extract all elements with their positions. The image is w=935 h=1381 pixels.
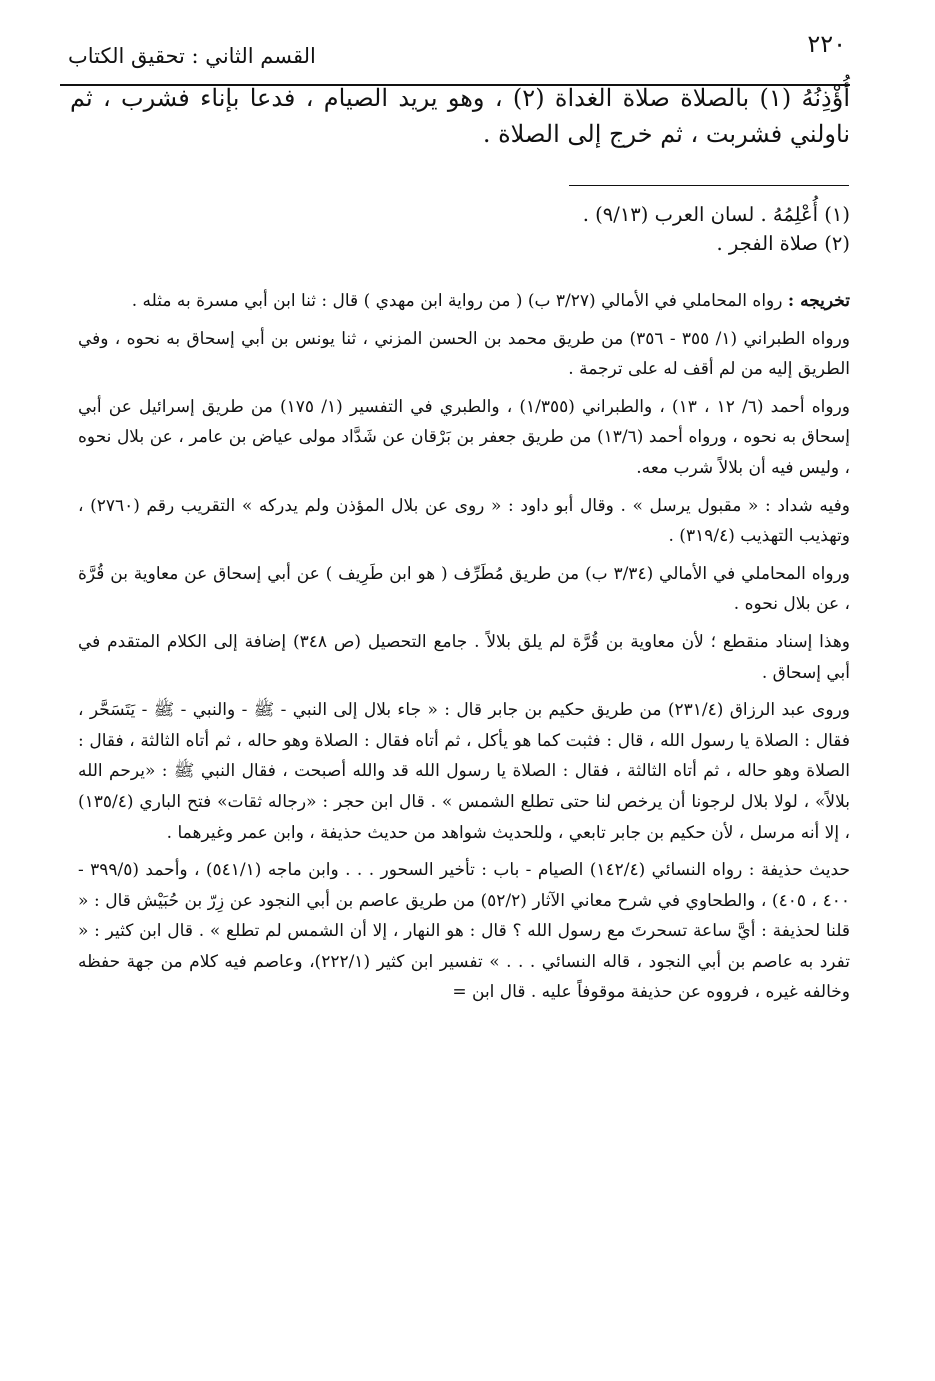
takhrij-paragraph: وهذا إسناد منقطع ؛ لأن معاوية بن قُرَّة لم يلق بلالاً . جامع التحصيل (ص ٣٤٨) إضافة إلى الكلام المتقدم في أبي إسحاق . bbox=[78, 631, 850, 683]
page-header bbox=[60, 30, 850, 86]
takhrij-paragraph: حديث حذيفة : رواه النسائي (١٤٢/٤) الصيام - باب : تأخير السحور . . . وابن ماجه (٥٤١/١) ، وأحمد (٣٩٩/٥ - ٤٠٠ ، ٤٠٥) ، والطحاوي في شرح معاني الآثار (٥٢/٢) من طريق عاصم بن أبي النجود عن زِرّ بن حُبَيْش قال : « قلنا لحذيفة : أيَّ ساعة تسحرتَ مع رسول الله ؟ قال : هو النهار ، إلا أن الشمس لم تطلع » . قال ابن كثير : « تفرد به عاصم بن أبي النجود ، قاله النسائي . . . » تفسير ابن كثير (٢٢٢/١)، وعاصم فيه كلام من جهة حفظه وخالفه غيره ، فرووه عن حذيفة موقوفاً عليه . قال ابن = bbox=[78, 860, 851, 1003]
main-text-block bbox=[70, 80, 850, 152]
takhrij-paragraph: وروى عبد الرزاق (٢٣١/٤) من طريق حكيم بن جابر قال : « جاء بلال إلى النبي - ﷺ - والنبي - ﷺ - يَتَسَحَّر ، فقال : الصلاة يا رسول الله ، قال : فثبت كما هو يأكل ، ثم أتاه فقال : الصلاة وهو حاله ، ثم أتاه الثالثة ، فقال : الصلاة وهو حاله ، ثم أتاه الثالثة ، فقال : الصلاة يا رسول الله قد والله أصبحت ، فقال النبي ﷺ : «يرحم الله بلالاً» ، لولا بلال لرجونا أن يرخص لنا حتى تطلع الشمس » . قال ابن حجر : «رجاله ثقات» فتح الباري (١٣٥/٤) ، إلا أنه مرسل ، لأن حكيم بن جابر تابعي ، وللحديث شواهد من حديث حذيفة ، وابن عمر وغيرهما . bbox=[78, 700, 850, 843]
footnote-2: (٢) صلاة الفجر . bbox=[716, 232, 850, 255]
footnote-1: (١) أُعْلِمُهُ . لسان العرب (٩/١٣) . bbox=[582, 203, 850, 226]
takhrij-paragraph bbox=[78, 286, 850, 317]
footnotes bbox=[80, 200, 850, 258]
takhrij-heading: تخريجه : bbox=[787, 291, 850, 311]
takhrij-paragraph: ورواه أحمد (٦/ ١٢ ، ١٣) ، والطبراني (١/٣٥٥) ، والطبري في التفسير (١/ ١٧٥) من طريق إسرائيل عن أبي إسحاق به نحوه ، ورواه أحمد (١٣/٦) من طريق جعفر بن بَرْقان عن شَدَّاد مولى عياض بن عامر ، عن بلال نحوه ، وليس فيه أن بلالاً شرب معه. bbox=[78, 396, 850, 478]
main-text: أُؤْذِنُهُ (١) بالصلاة صلاة الغداة (٢) ، وهو يريد الصيام ، فدعا بإناء فشرب ، ثم ناولني فشربت ، ثم خرج إلى الصلاة . bbox=[70, 84, 850, 148]
takhrij-section bbox=[78, 286, 850, 1015]
takhrij-paragraph: ورواه الطبراني (١/ ٣٥٥ - ٣٥٦) من طريق محمد بن الحسن المزني ، ثنا يونس بن أبي إسحاق به نحوه ، وفي الطريق إليه من لم أقف له على ترجمة . bbox=[78, 328, 850, 380]
running-title: القسم الثاني : تحقيق الكتاب bbox=[68, 44, 316, 68]
takhrij-paragraph: وفيه شداد : « مقبول يرسل » . وقال أبو داود : « روى عن بلال المؤذن ولم يدركه » التقريب رقم (٢٧٦٠) ، وتهذيب التهذيب (٣١٩/٤) . bbox=[78, 495, 850, 547]
page-number: ٢٢٠ bbox=[807, 30, 846, 58]
takhrij-paragraph: ورواه المحاملي في الأمالي (٣/٣٤ ب) من طريق مُطَرِّف ( هو ابن طَرِيف ) عن أبي إسحاق عن معاوية بن قُرَّة ، عن بلال نحوه . bbox=[78, 563, 850, 615]
footnote-separator bbox=[569, 185, 849, 186]
takhrij-first-text: رواه المحاملي في الأمالي (٣/٢٧ ب) ( من رواية ابن مهدي ) قال : ثنا ابن أبي مسرة به مثله . bbox=[131, 291, 788, 311]
